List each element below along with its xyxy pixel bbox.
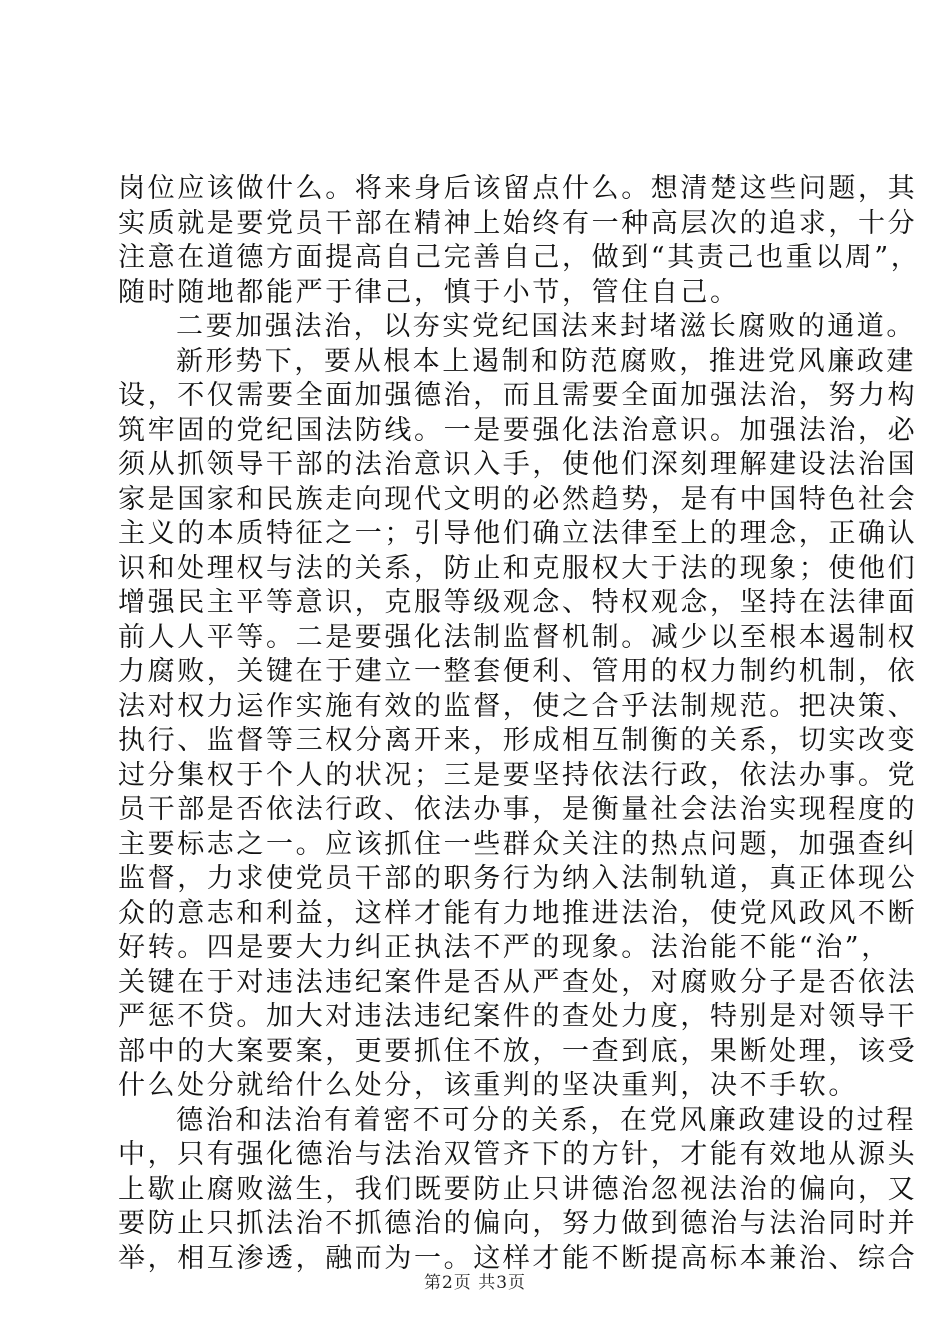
text-line: 德治和法治有着密不可分的关系，在党风廉政建设的过程 [176,1104,916,1136]
body-text [118,172,921,1276]
text-line: 严惩不贷。加大对违法违纪案件的查处力度，特别是对领导干 [118,1001,918,1032]
text-line: 众的意志和利益，这样才能有力地推进法治，使党风政风不断 [118,897,918,929]
text-line: 员干部是否依法行政、依法办事，是衡量社会法治实现程度的 [118,794,918,825]
text-line: 举，相互渗透，融而为一。这样才能不断提高标本兼治、综合 [118,1242,918,1274]
page-number-footer: 第2页 共3页 [423,1273,527,1293]
text-line: 实质就是要党员干部在精神上始终有一种高层次的追求，十分 [118,207,918,239]
text-line: 设，不仅需要全面加强德治，而且需要全面加强法治，努力构 [118,380,918,411]
text-line: 执行、监督等三权分离开来，形成相互制衡的关系，切实改变 [118,725,918,756]
text-line: 中，只有强化德治与法治双管齐下的方针，才能有效地从源头 [118,1139,918,1170]
text-line: 前人人平等。二是要强化法制监督机制。减少以至根本遏制权 [118,621,918,653]
text-line: 新形势下，要从根本上遏制和防范腐败，推进党风廉政建 [176,345,916,377]
text-line: 力腐败，关键在于建立一整套便利、管用的权力制约机制，依 [118,656,918,687]
text-line: 主义的本质特征之一；引导他们确立法律至上的理念，正确认 [118,518,918,549]
text-line: 部中的大案要案，更要抓住不放，一查到底，果断处理，该受 [118,1035,918,1067]
text-line: 监督，力求使党员干部的职务行为纳入法制轨道，真正体现公 [118,863,918,894]
text-line: 岗位应该做什么。将来身后该留点什么。想清楚这些问题，其 [118,173,918,204]
text-line: 法对权力运作实施有效的监督，使之合乎法制规范。把决策、 [118,690,918,722]
text-line: 过分集权于个人的状况；三是要坚持依法行政，依法办事。党 [118,759,918,791]
text-line: 关键在于对违法违纪案件是否从严查处，对腐败分子是否依法 [118,966,918,998]
text-line: 筑牢固的党纪国法防线。一是要强化法治意识。加强法治，必 [118,414,918,446]
text-line: 要防止只抓法治不抓德治的偏向，努力做到德治与法治同时并 [118,1208,918,1239]
text-line: 什么处分就给什么处分，该重判的坚决重判，决不手软。 [118,1070,858,1101]
text-line: 增强民主平等意识，克服等级观念、特权观念，坚持在法律面 [118,587,918,618]
text-line: 随时随地都能严于律己，慎于小节，管住自己。 [118,276,740,308]
text-line: 识和处理权与法的关系，防止和克服权大于法的现象；使他们 [118,552,918,584]
text-line: 上歇止腐败滋生，我们既要防止只讲德治忽视法治的偏向，又 [118,1173,918,1205]
text-line: 主要标志之一。应该抓住一些群众关注的热点问题，加强查纠 [118,828,918,860]
text-line: 好转。四是要大力纠正执法不严的现象。法治能不能“治”， [118,932,891,963]
text-line: 注意在道德方面提高自己完善自己，做到“其责己也重以周”， [118,242,921,273]
paragraph-heading-line: 二要加强法治，以夯实党纪国法来封堵滋长腐败的通道。 [176,311,916,342]
text-line: 家是国家和民族走向现代文明的必然趋势，是有中国特色社会 [118,483,918,515]
text-line: 须从抓领导干部的法治意识入手，使他们深刻理解建设法治国 [118,449,918,480]
